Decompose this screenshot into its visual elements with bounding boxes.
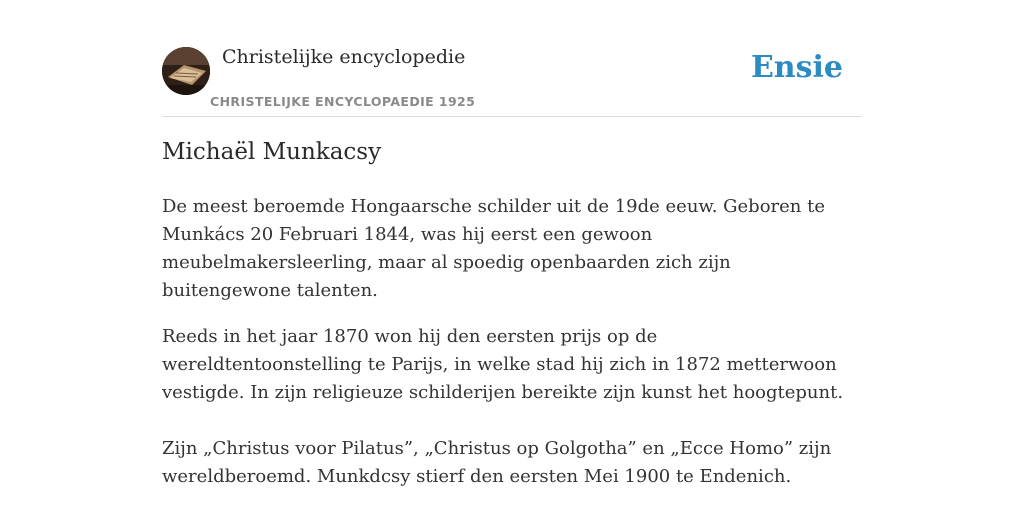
entry-paragraph: Reeds in het jaar 1870 won hij den eersten prijs op de wereldtentoonstelling te Parijs, in welke stad hij zich in 1872 metterwoon vestigde. In zijn religieuze schilderijen bereikte zijn kunst het hoogtepunt. [162,326,844,403]
entry-paragraph: De meest beroemde Hongaarsche schilder uit de 19de eeuw. Geboren te Munkács 20 Februari 1844, was hij eerst een gewoon meubelmakersleerling, maar al spoedig openbaarden zich zijn buitengewone talenten. [162,196,825,301]
entry-title: Michaël Munkacsy [162,139,382,165]
source-title[interactable]: Christelijke encyclopedie [222,46,466,68]
source-header [162,44,862,117]
source-subtitle: CHRISTELIJKE ENCYCLOPAEDIE 1925 [210,94,476,109]
entry-content [162,193,862,491]
brand-logo[interactable]: Ensie [750,50,843,85]
source-avatar[interactable] [162,47,210,95]
entry-paragraph: Zijn „Christus voor Pilatus”, „Christus op Golgotha” en „Ecce Homo” zijn wereldberoemd. Munkdcsy stierf den eersten Mei 1900 te Endenich. [162,438,832,487]
book-image-icon [162,47,210,95]
